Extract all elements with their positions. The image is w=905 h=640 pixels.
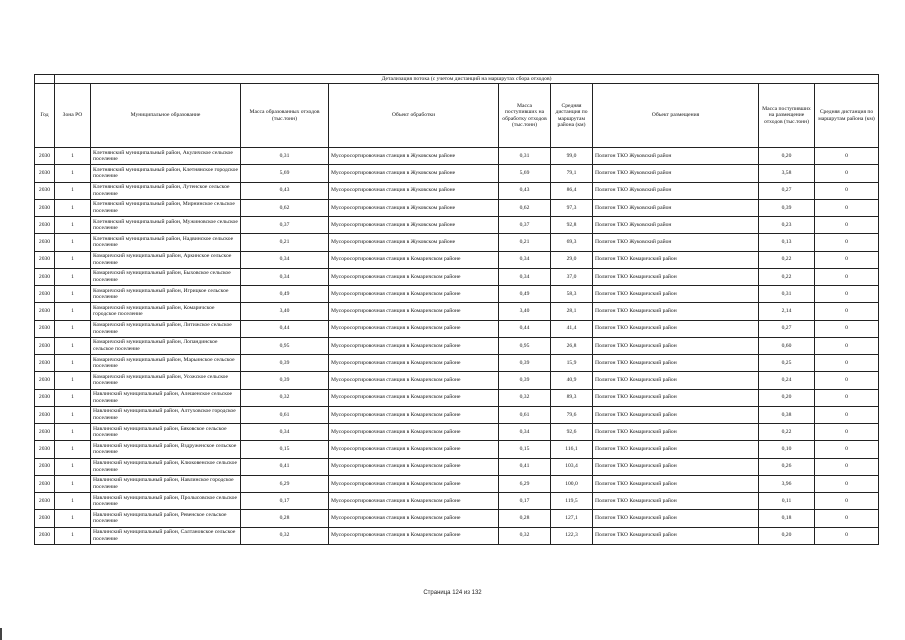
cell-processed-mass: 0,32	[499, 527, 551, 544]
cell-year: 2030	[35, 199, 55, 216]
cell-disposal-distance: 0	[815, 527, 879, 544]
cell-processed-mass: 0,31	[499, 148, 551, 165]
cell-disposal-distance: 0	[815, 182, 879, 199]
cell-generated-mass: 0,34	[241, 251, 329, 268]
cell-generated-mass: 0,43	[241, 182, 329, 199]
cell-processed-mass: 0,21	[499, 234, 551, 251]
cell-generated-mass: 0,49	[241, 286, 329, 303]
cell-processed-mass: 0,43	[499, 182, 551, 199]
cell-generated-mass: 0,39	[241, 372, 329, 389]
cell-processing-distance: 15,9	[551, 355, 593, 372]
cell-processed-mass: 0,32	[499, 389, 551, 406]
cell-disposal-distance: 0	[815, 424, 879, 441]
cell-disposed-mass: 0,31	[759, 286, 815, 303]
cell-processing-facility: Мусоросортировочная станция в Комаричском районе	[329, 372, 499, 389]
cell-processing-distance: 92,8	[551, 217, 593, 234]
cell-municipality: Комаричский муниципальный район, Литижское сельское поселение	[91, 320, 241, 337]
cell-disposed-mass: 0,22	[759, 268, 815, 285]
cell-disposed-mass: 0,22	[759, 251, 815, 268]
cell-processed-mass: 0,17	[499, 493, 551, 510]
cell-generated-mass: 0,17	[241, 493, 329, 510]
cell-disposed-mass: 0,20	[759, 527, 815, 544]
cell-disposal-facility: Полигон ТКО Жуковский район	[593, 199, 759, 216]
header-disposal-distance: Средняя дистанция по маршрутам района (км)	[815, 84, 879, 148]
header-year: Год	[35, 84, 55, 148]
cell-disposed-mass: 0,10	[759, 441, 815, 458]
cell-zone: 1	[55, 182, 91, 199]
cell-processing-distance: 29,0	[551, 251, 593, 268]
cell-disposal-distance: 0	[815, 458, 879, 475]
cell-disposal-facility: Полигон ТКО Жуковский район	[593, 148, 759, 165]
flow-detail-table	[34, 74, 879, 545]
cell-zone: 1	[55, 148, 91, 165]
cell-processing-facility: Мусоросортировочная станция в Комаричском районе	[329, 303, 499, 320]
cell-generated-mass: 5,69	[241, 165, 329, 182]
cell-generated-mass: 3,40	[241, 303, 329, 320]
table-row	[35, 441, 879, 458]
cell-processed-mass: 0,34	[499, 268, 551, 285]
table-row	[35, 337, 879, 354]
table-row	[35, 199, 879, 216]
cell-processing-distance: 127,1	[551, 510, 593, 527]
cell-disposal-distance: 0	[815, 372, 879, 389]
cell-disposed-mass: 0,39	[759, 199, 815, 216]
cell-municipality: Навлинский муниципальный район, Пролысовское сельское поселение	[91, 493, 241, 510]
cell-processing-facility: Мусоросортировочная станция в Комаричском районе	[329, 389, 499, 406]
cell-disposal-distance: 0	[815, 389, 879, 406]
cell-processing-facility: Мусоросортировочная станция в Комаричском районе	[329, 424, 499, 441]
cell-processed-mass: 0,37	[499, 217, 551, 234]
header-processing-distance: Средняя дистанция по маршрутам района (км)	[551, 84, 593, 148]
cell-generated-mass: 0,15	[241, 441, 329, 458]
cell-zone: 1	[55, 493, 91, 510]
cell-generated-mass: 0,34	[241, 268, 329, 285]
table-row	[35, 286, 879, 303]
table-row	[35, 372, 879, 389]
table-row	[35, 217, 879, 234]
cell-disposed-mass: 0,23	[759, 217, 815, 234]
cell-year: 2030	[35, 320, 55, 337]
cell-disposal-distance: 0	[815, 148, 879, 165]
cell-zone: 1	[55, 527, 91, 544]
cell-year: 2030	[35, 337, 55, 354]
cell-zone: 1	[55, 165, 91, 182]
cell-disposal-facility: Полигон ТКО Комаричский район	[593, 510, 759, 527]
cell-year: 2030	[35, 251, 55, 268]
cell-disposal-facility: Полигон ТКО Комаричский район	[593, 303, 759, 320]
cell-year: 2030	[35, 389, 55, 406]
cell-disposal-distance: 0	[815, 303, 879, 320]
cell-processed-mass: 6,29	[499, 475, 551, 492]
cell-year: 2030	[35, 148, 55, 165]
cell-zone: 1	[55, 475, 91, 492]
cell-generated-mass: 0,39	[241, 355, 329, 372]
cell-processing-distance: 100,0	[551, 475, 593, 492]
cell-disposal-distance: 0	[815, 493, 879, 510]
cell-processing-facility: Мусоросортировочная станция в Жуковском районе	[329, 148, 499, 165]
cell-disposal-distance: 0	[815, 510, 879, 527]
cell-processing-distance: 122,3	[551, 527, 593, 544]
cell-disposal-facility: Полигон ТКО Жуковский район	[593, 217, 759, 234]
cell-zone: 1	[55, 355, 91, 372]
cell-disposal-facility: Полигон ТКО Комаричский район	[593, 389, 759, 406]
cell-municipality: Навлинский муниципальный район, Салтановское сельское поселение	[91, 527, 241, 544]
cell-year: 2030	[35, 424, 55, 441]
cell-year: 2030	[35, 268, 55, 285]
table-spacer-cell	[35, 75, 55, 84]
cell-disposal-distance: 0	[815, 286, 879, 303]
table-row	[35, 320, 879, 337]
cell-year: 2030	[35, 182, 55, 199]
table-row	[35, 406, 879, 423]
cell-municipality: Навлинский муниципальный район, Вздруженское сельское поселение	[91, 441, 241, 458]
cell-municipality: Клетнянский муниципальный район, Мужиновское сельское поселение	[91, 217, 241, 234]
cell-year: 2030	[35, 234, 55, 251]
cell-municipality: Клетнянский муниципальный район, Лутенское сельское поселение	[91, 182, 241, 199]
table-row	[35, 510, 879, 527]
cell-processing-distance: 69,3	[551, 234, 593, 251]
cell-processing-facility: Мусоросортировочная станция в Комаричском районе	[329, 268, 499, 285]
cell-disposal-facility: Полигон ТКО Комаричский район	[593, 493, 759, 510]
page-number: Страница 124 из 132	[423, 590, 482, 596]
cell-year: 2030	[35, 493, 55, 510]
cell-year: 2030	[35, 441, 55, 458]
cell-processing-distance: 119,5	[551, 493, 593, 510]
cell-zone: 1	[55, 251, 91, 268]
cell-disposal-distance: 0	[815, 234, 879, 251]
cell-municipality: Клетнянский муниципальный район, Акуличское сельское поселение	[91, 148, 241, 165]
cell-disposed-mass: 0,20	[759, 389, 815, 406]
cell-processed-mass: 0,34	[499, 251, 551, 268]
table-row	[35, 182, 879, 199]
cell-municipality: Комаричский муниципальный район, Комаричское городское поселение	[91, 303, 241, 320]
cell-processing-facility: Мусоросортировочная станция в Комаричском районе	[329, 527, 499, 544]
cell-processing-facility: Мусоросортировочная станция в Комаричском районе	[329, 337, 499, 354]
table-row	[35, 389, 879, 406]
cell-municipality: Навлинский муниципальный район, Навлинское городское поселение	[91, 475, 241, 492]
cell-disposal-facility: Полигон ТКО Комаричский район	[593, 424, 759, 441]
cell-processing-distance: 28,1	[551, 303, 593, 320]
cell-processed-mass: 0,15	[499, 441, 551, 458]
cell-disposal-facility: Полигон ТКО Комаричский район	[593, 372, 759, 389]
cell-year: 2030	[35, 458, 55, 475]
cell-year: 2030	[35, 355, 55, 372]
cell-disposed-mass: 0,60	[759, 337, 815, 354]
cell-processing-facility: Мусоросортировочная станция в Жуковском районе	[329, 199, 499, 216]
cell-processing-facility: Мусоросортировочная станция в Комаричском районе	[329, 355, 499, 372]
cell-processing-facility: Мусоросортировочная станция в Комаричском районе	[329, 406, 499, 423]
cell-zone: 1	[55, 441, 91, 458]
cell-generated-mass: 0,95	[241, 337, 329, 354]
cell-disposed-mass: 0,20	[759, 148, 815, 165]
cell-disposed-mass: 0,26	[759, 458, 815, 475]
table-row	[35, 355, 879, 372]
cell-processing-distance: 58,3	[551, 286, 593, 303]
cell-processed-mass: 0,49	[499, 286, 551, 303]
cell-year: 2030	[35, 372, 55, 389]
cell-processed-mass: 0,44	[499, 320, 551, 337]
cell-generated-mass: 0,32	[241, 389, 329, 406]
cell-disposed-mass: 0,27	[759, 182, 815, 199]
cell-generated-mass: 0,34	[241, 424, 329, 441]
header-processing-facility: Объект обработки	[329, 84, 499, 148]
cell-municipality: Комаричский муниципальный район, Лопандинское сельское поселение	[91, 337, 241, 354]
cell-zone: 1	[55, 320, 91, 337]
header-disposed-mass: Масса поступивших на размещение отходов (тыс.тонн)	[759, 84, 815, 148]
cell-disposal-distance: 0	[815, 320, 879, 337]
cell-processing-facility: Мусоросортировочная станция в Жуковском районе	[329, 165, 499, 182]
cell-municipality: Клетнянский муниципальный район, Надвинское сельское поселение	[91, 234, 241, 251]
cell-disposed-mass: 0,25	[759, 355, 815, 372]
cell-disposal-facility: Полигон ТКО Комаричский район	[593, 286, 759, 303]
cell-disposed-mass: 0,22	[759, 424, 815, 441]
table-body	[35, 148, 879, 545]
cell-zone: 1	[55, 372, 91, 389]
cell-disposal-distance: 0	[815, 268, 879, 285]
cell-municipality: Навлинский муниципальный район, Ревенское сельское поселение	[91, 510, 241, 527]
cell-processed-mass: 0,34	[499, 424, 551, 441]
cell-municipality: Клетнянский муниципальный район, Клетнянское городское поселение	[91, 165, 241, 182]
cell-processing-distance: 41,4	[551, 320, 593, 337]
cell-processing-facility: Мусоросортировочная станция в Комаричском районе	[329, 475, 499, 492]
cell-zone: 1	[55, 406, 91, 423]
cell-processing-facility: Мусоросортировочная станция в Комаричском районе	[329, 286, 499, 303]
cell-year: 2030	[35, 475, 55, 492]
cell-disposal-facility: Полигон ТКО Комаричский район	[593, 441, 759, 458]
cell-processed-mass: 0,62	[499, 199, 551, 216]
cell-processing-distance: 116,1	[551, 441, 593, 458]
cell-processing-facility: Мусоросортировочная станция в Комаричском районе	[329, 251, 499, 268]
cell-disposed-mass: 0,38	[759, 406, 815, 423]
table-row	[35, 493, 879, 510]
cell-processed-mass: 0,41	[499, 458, 551, 475]
cell-processing-distance: 99,0	[551, 148, 593, 165]
cell-year: 2030	[35, 286, 55, 303]
cell-disposal-distance: 0	[815, 251, 879, 268]
cell-processing-distance: 79,1	[551, 165, 593, 182]
cell-generated-mass: 0,28	[241, 510, 329, 527]
cell-generated-mass: 0,21	[241, 234, 329, 251]
cell-municipality: Комаричский муниципальный район, Быховское сельское поселение	[91, 268, 241, 285]
cell-zone: 1	[55, 424, 91, 441]
cell-year: 2030	[35, 303, 55, 320]
cell-generated-mass: 0,32	[241, 527, 329, 544]
cell-zone: 1	[55, 286, 91, 303]
cell-disposed-mass: 3,96	[759, 475, 815, 492]
cell-zone: 1	[55, 337, 91, 354]
cell-processed-mass: 0,61	[499, 406, 551, 423]
cell-processed-mass: 0,95	[499, 337, 551, 354]
cell-disposal-facility: Полигон ТКО Комаричский район	[593, 251, 759, 268]
cell-year: 2030	[35, 510, 55, 527]
cell-disposal-facility: Полигон ТКО Жуковский район	[593, 234, 759, 251]
table-row	[35, 148, 879, 165]
cell-processed-mass: 0,39	[499, 355, 551, 372]
cell-generated-mass: 0,37	[241, 217, 329, 234]
table-row	[35, 458, 879, 475]
cell-zone: 1	[55, 458, 91, 475]
header-disposal-facility: Объект размещения	[593, 84, 759, 148]
cell-year: 2030	[35, 165, 55, 182]
cell-zone: 1	[55, 268, 91, 285]
cell-generated-mass: 6,29	[241, 475, 329, 492]
table-title: Детализация потока (с учетом дистанций на маршрутах сбора отходов)	[55, 75, 879, 84]
cell-disposal-distance: 0	[815, 441, 879, 458]
cell-municipality: Навлинский муниципальный район, Алтуховское городское поселение	[91, 406, 241, 423]
cell-disposal-facility: Полигон ТКО Комаричский район	[593, 320, 759, 337]
cell-disposed-mass: 0,11	[759, 493, 815, 510]
cell-processing-distance: 97,3	[551, 199, 593, 216]
cell-processing-facility: Мусоросортировочная станция в Комаричском районе	[329, 458, 499, 475]
cell-disposal-facility: Полигон ТКО Комаричский район	[593, 475, 759, 492]
table-row	[35, 234, 879, 251]
cell-processing-distance: 92,6	[551, 424, 593, 441]
cell-disposal-distance: 0	[815, 165, 879, 182]
table-row	[35, 527, 879, 544]
cell-processing-distance: 79,6	[551, 406, 593, 423]
table-row	[35, 165, 879, 182]
cell-generated-mass: 0,62	[241, 199, 329, 216]
cell-municipality: Комаричский муниципальный район, Марьинское сельское поселение	[91, 355, 241, 372]
cell-municipality: Клетнянский муниципальный район, Мирнинское сельское поселение	[91, 199, 241, 216]
cell-municipality: Комаричский муниципальный район, Игрицкое сельское поселение	[91, 286, 241, 303]
cell-zone: 1	[55, 217, 91, 234]
cell-municipality: Навлинский муниципальный район, Алешенское сельское поселение	[91, 389, 241, 406]
cell-municipality: Комаричский муниципальный район, Аркинское сельское поселение	[91, 251, 241, 268]
cell-zone: 1	[55, 234, 91, 251]
cell-generated-mass: 0,41	[241, 458, 329, 475]
cell-processing-distance: 89,3	[551, 389, 593, 406]
cell-disposal-distance: 0	[815, 337, 879, 354]
cell-zone: 1	[55, 510, 91, 527]
cell-processing-distance: 40,9	[551, 372, 593, 389]
header-zone: Зона РО	[55, 84, 91, 148]
cell-disposal-facility: Полигон ТКО Комаричский район	[593, 355, 759, 372]
cell-generated-mass: 0,44	[241, 320, 329, 337]
table-row	[35, 251, 879, 268]
cell-zone: 1	[55, 303, 91, 320]
cell-disposal-facility: Полигон ТКО Комаричский район	[593, 406, 759, 423]
cell-municipality: Навлинский муниципальный район, Бяковское сельское поселение	[91, 424, 241, 441]
cell-processing-facility: Мусоросортировочная станция в Жуковском районе	[329, 182, 499, 199]
cell-processing-facility: Мусоросортировочная станция в Комаричском районе	[329, 493, 499, 510]
cell-disposal-facility: Полигон ТКО Жуковский район	[593, 165, 759, 182]
table-row	[35, 475, 879, 492]
cell-disposal-facility: Полигон ТКО Комаричский район	[593, 458, 759, 475]
cell-processing-facility: Мусоросортировочная станция в Жуковском районе	[329, 234, 499, 251]
cell-disposal-facility: Полигон ТКО Комаричский район	[593, 527, 759, 544]
cell-disposal-facility: Полигон ТКО Комаричский район	[593, 337, 759, 354]
cell-disposed-mass: 0,18	[759, 510, 815, 527]
cell-disposal-facility: Полигон ТКО Комаричский район	[593, 268, 759, 285]
cell-processing-facility: Мусоросортировочная станция в Комаричском районе	[329, 510, 499, 527]
cell-disposal-distance: 0	[815, 217, 879, 234]
cell-municipality: Комаричский муниципальный район, Усожское сельское поселение	[91, 372, 241, 389]
header-generated-mass: Масса образованных отходов (тыс.тонн)	[241, 84, 329, 148]
cell-disposed-mass: 0,27	[759, 320, 815, 337]
cell-disposed-mass: 3,58	[759, 165, 815, 182]
header-municipality: Муниципальное образование	[91, 84, 241, 148]
cell-disposed-mass: 0,24	[759, 372, 815, 389]
cell-processing-distance: 26,8	[551, 337, 593, 354]
cell-generated-mass: 0,61	[241, 406, 329, 423]
cell-disposed-mass: 0,13	[759, 234, 815, 251]
cell-disposal-distance: 0	[815, 199, 879, 216]
cell-disposal-distance: 0	[815, 406, 879, 423]
cell-processing-facility: Мусоросортировочная станция в Комаричском районе	[329, 441, 499, 458]
cell-zone: 1	[55, 389, 91, 406]
cell-processing-distance: 37,0	[551, 268, 593, 285]
cell-year: 2030	[35, 217, 55, 234]
cell-disposal-facility: Полигон ТКО Жуковский район	[593, 182, 759, 199]
cell-processed-mass: 3,40	[499, 303, 551, 320]
cell-processed-mass: 0,28	[499, 510, 551, 527]
header-row	[35, 84, 879, 148]
cell-zone: 1	[55, 199, 91, 216]
cell-generated-mass: 0,31	[241, 148, 329, 165]
cell-processing-distance: 86,4	[551, 182, 593, 199]
cell-processed-mass: 5,69	[499, 165, 551, 182]
table-row	[35, 268, 879, 285]
cell-processing-distance: 103,4	[551, 458, 593, 475]
cell-processed-mass: 0,39	[499, 372, 551, 389]
cell-processing-facility: Мусоросортировочная станция в Жуковском районе	[329, 217, 499, 234]
cell-processing-facility: Мусоросортировочная станция в Комаричском районе	[329, 320, 499, 337]
cell-year: 2030	[35, 527, 55, 544]
cell-disposal-distance: 0	[815, 475, 879, 492]
cell-disposal-distance: 0	[815, 355, 879, 372]
cell-year: 2030	[35, 406, 55, 423]
cell-disposed-mass: 2,14	[759, 303, 815, 320]
header-processed-mass: Масса поступивших на обработку отходов (тыс.тонн)	[499, 84, 551, 148]
scan-margin-mark	[0, 628, 2, 640]
cell-municipality: Навлинский муниципальный район, Клюковенское сельское поселение	[91, 458, 241, 475]
table-row	[35, 303, 879, 320]
table-row	[35, 424, 879, 441]
